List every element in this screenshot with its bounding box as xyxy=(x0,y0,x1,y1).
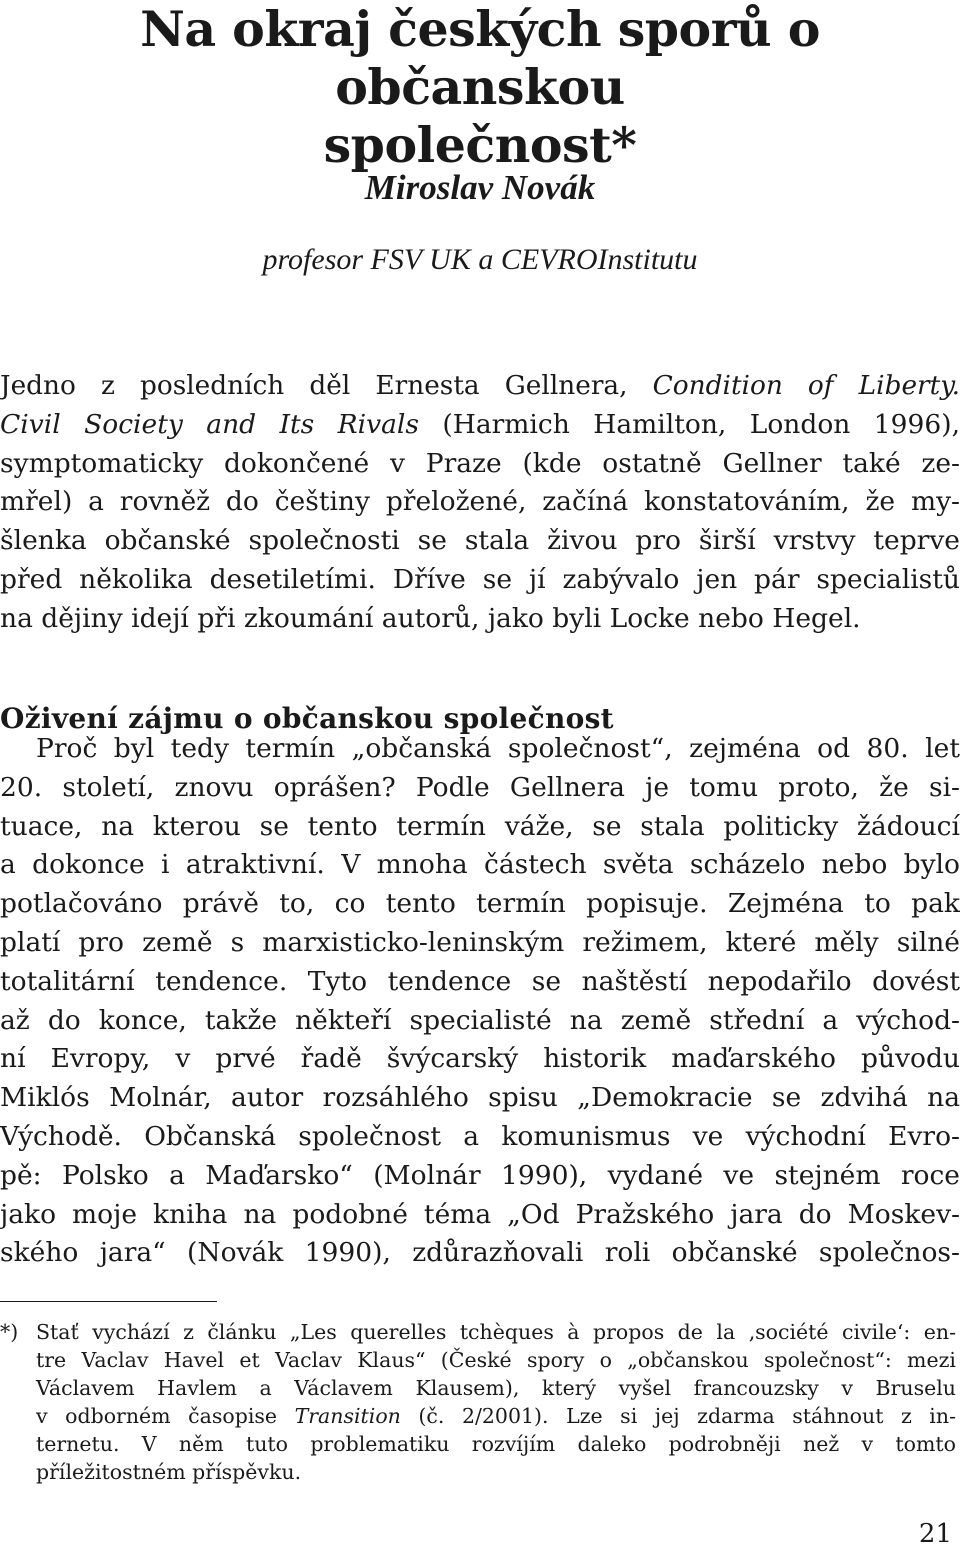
text-line: šlenka občanské společnosti se stala živou pro širší vrstvy teprve xyxy=(0,525,960,557)
footnote-line: tre Vaclav Havel et Vaclav Klaus“ (České spory o „občanskou společnost“: mezi xyxy=(36,1348,956,1372)
section-heading: Oživení zájmu o občanskou společnost xyxy=(0,702,614,736)
footnote-text xyxy=(36,1318,956,1486)
page-number: 21 xyxy=(918,1519,952,1549)
paragraph-intro xyxy=(0,367,960,639)
text-line: mřel) a rovněž do češtiny přeložené, začíná konstatováním, že my- xyxy=(0,486,960,518)
book-title: Condition of Liberty. xyxy=(652,371,960,401)
text-line: na dějiny idejí při zkoumání autorů, jako byli Locke nebo Hegel. xyxy=(0,602,861,634)
book-title: Civil Society and Its Rivals xyxy=(0,408,419,440)
paragraph-revival xyxy=(0,730,960,1273)
title-line: společnost* xyxy=(323,116,637,174)
text-line: 20. století, znovu oprášen? Podle Gellnera je tomu proto, že si- xyxy=(0,771,960,803)
text-line: až do konce, takže někteří specialisté na země střední a východ- xyxy=(0,1004,960,1036)
footnote-marker: *) xyxy=(0,1320,19,1344)
text-line: Proč byl tedy termín „občanská společnost“, zejména od 80. let xyxy=(36,733,960,764)
footnote-line: ternetu. V něm tuto problematiku rozvíjím daleko podrobněji než v tomto xyxy=(36,1432,956,1456)
author-name: Miroslav Novák xyxy=(364,168,596,207)
text-line: ského jara“ (Novák 1990), zdůrazňovali roli občanské společnos- xyxy=(0,1237,960,1269)
text-line: symptomaticky dokončené v Praze (kde ostatně Gellner také ze- xyxy=(0,447,960,479)
text-line: Civil Society and Its Rivals (Harmich Hamilton, London 1996), xyxy=(0,408,960,440)
footnote-line: příležitostném příspěvku. xyxy=(36,1460,302,1484)
text-line: potlačováno právě to, co tento termín popisuje. Zejména to pak xyxy=(0,888,960,920)
text-line: Jedno z posledních děl Ernesta Gellnera, Condition of Liberty. xyxy=(0,371,960,401)
text-line: platí pro země s marxisticko-leninským režimem, které měly silné xyxy=(0,926,960,958)
text-line: Východě. Občanská společnost a komunismus ve východní Evro- xyxy=(0,1120,960,1152)
footnote-line: Václavem Havlem a Václavem Klausem), který vyšel francouzsky v Bruselu xyxy=(36,1376,956,1400)
text-line: ní Evropy, v prvé řadě švýcarský historik maďarského původu xyxy=(0,1043,960,1075)
footnote-line: v odborném časopise Transition (č. 2/2001). Lze si jej zdarma stáhnout z in- xyxy=(36,1404,956,1428)
text-line: jako moje kniha na podobné téma „Od Pražského jara do Moskev- xyxy=(0,1198,960,1230)
text-line: a dokonce i atraktivní. V mnoha částech světa scházelo nebo bylo xyxy=(0,849,960,881)
title-line: Na okraj českých sporů o občanskou xyxy=(140,0,820,116)
footnote-separator xyxy=(0,1301,217,1302)
footnote-line: Stať vychází z článku „Les querelles tchèques à propos de la ‚société civile‘: en- xyxy=(36,1320,956,1344)
text-line: před několika desetiletími. Dříve se jí zabývalo jen pár specialistů xyxy=(0,563,960,595)
article-title xyxy=(14,0,946,174)
journal-title: Transition xyxy=(294,1404,401,1428)
author-affiliation: profesor FSV UK a CEVROInstitutu xyxy=(262,243,698,276)
text-line: pě: Polsko a Maďarsko“ (Molnár 1990), vydané ve stejném roce xyxy=(0,1159,960,1191)
text-line: tuace, na kterou se tento termín váže, se stala politicky žádoucí xyxy=(0,810,960,842)
text-line: totalitární tendence. Tyto tendence se naštěstí nepodařilo dovést xyxy=(0,965,960,997)
text-line: Miklós Molnár, autor rozsáhlého spisu „Demokracie se zdvihá na xyxy=(0,1082,960,1114)
